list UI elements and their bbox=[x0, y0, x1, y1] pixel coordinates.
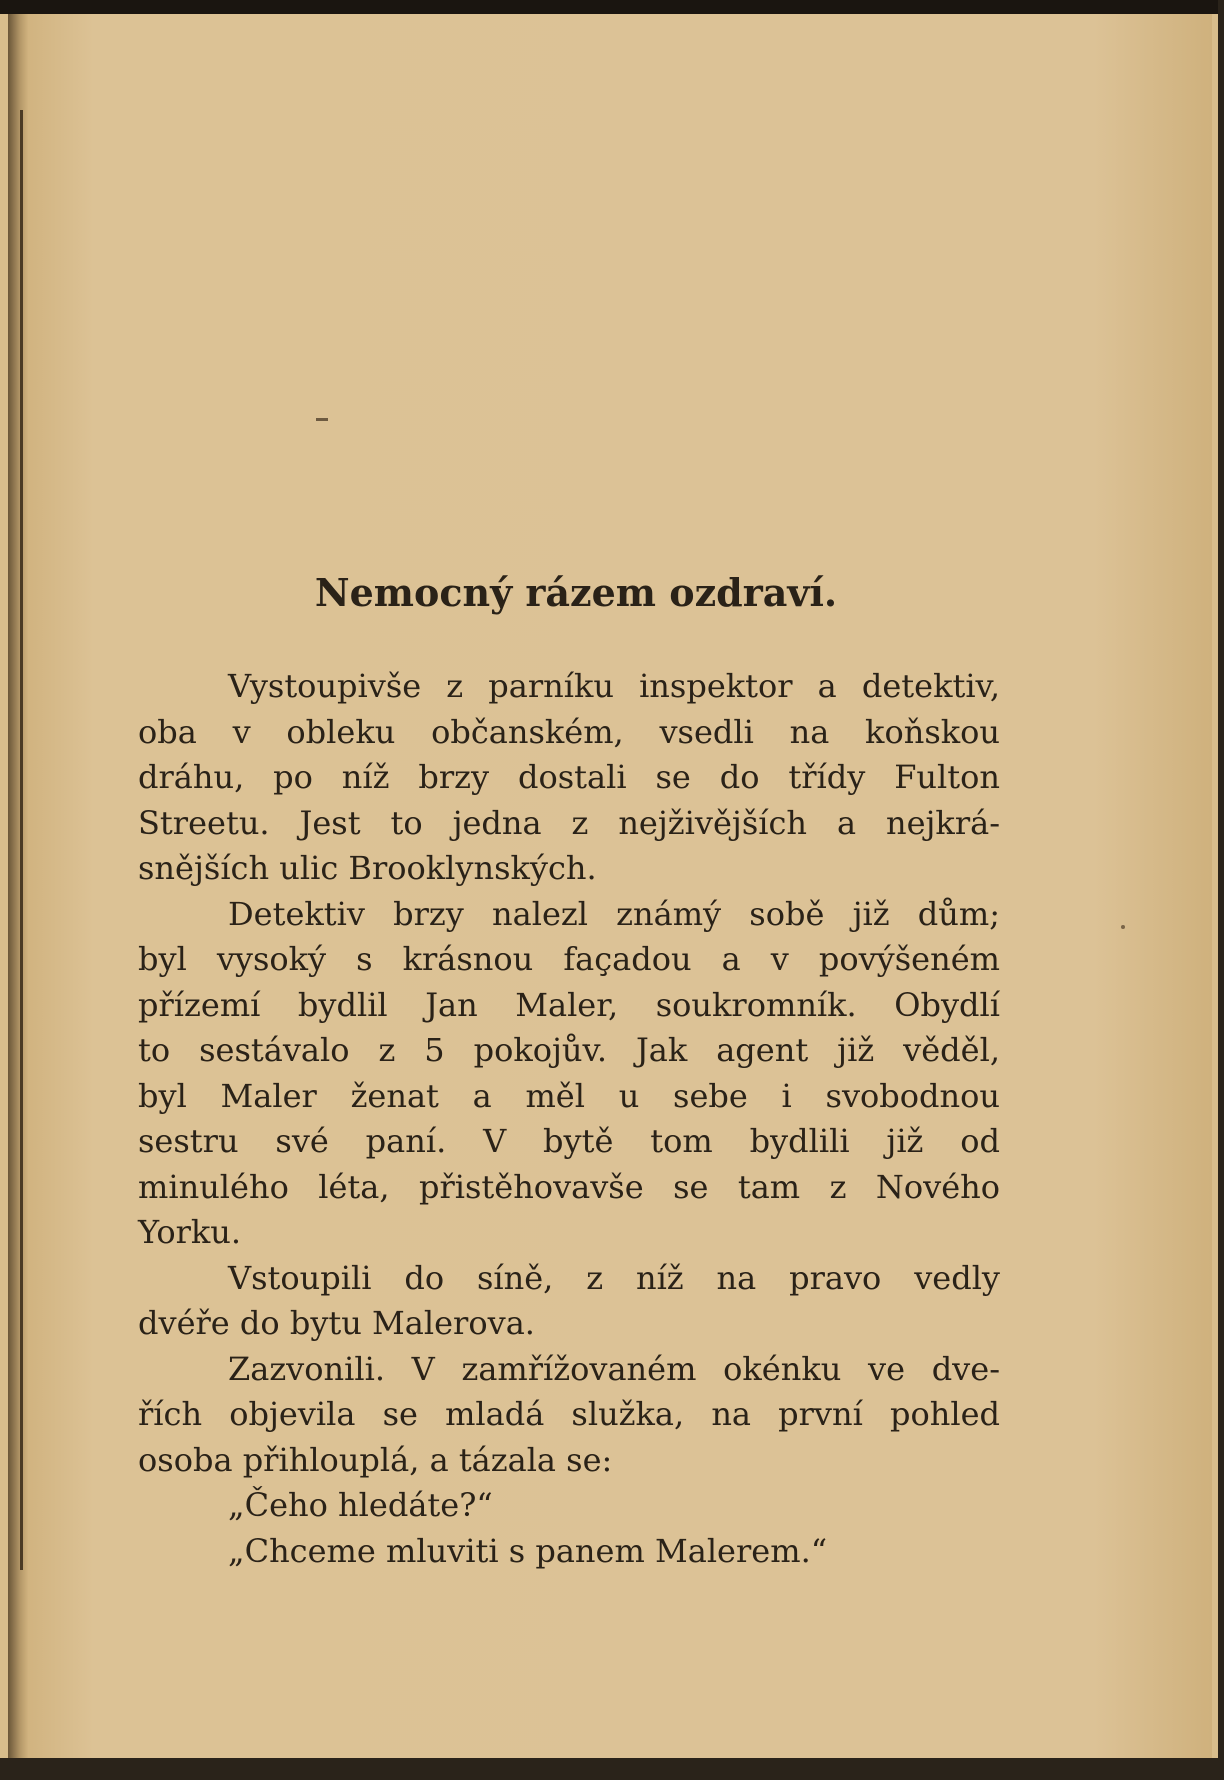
text-line: Vstoupili do síně, z níž na pravo vedly bbox=[228, 1258, 1000, 1297]
text-line: osoba přihlouplá, a tázala se: bbox=[138, 1440, 613, 1479]
text-line: minulého léta, přistěhovavše se tam z Nového bbox=[138, 1167, 1000, 1206]
book-binding-shadow bbox=[8, 14, 28, 1758]
dialogue-line bbox=[138, 1483, 1000, 1529]
scan-top-edge bbox=[0, 0, 1224, 14]
stray-dot bbox=[1121, 925, 1125, 929]
text-line: přízemí bydlil Jan Maler, soukromník. Obydlí bbox=[138, 985, 1000, 1024]
text-line: byl Maler ženat a měl u sebe i svobodnou bbox=[138, 1076, 1000, 1115]
text-line: Streetu. Jest to jedna z nejživějších a nejkrá- bbox=[138, 803, 1000, 842]
chapter-title: Nemocný rázem ozdraví. bbox=[314, 570, 838, 615]
text-line: „Chceme mluviti s panem Malerem.“ bbox=[228, 1531, 828, 1570]
text-line: Vystoupivše z parníku inspektor a detektiv, bbox=[228, 667, 1000, 705]
text-line: řích objevila se mladá služka, na první pohled bbox=[138, 1395, 1000, 1433]
text-line: „Čeho hledáte?“ bbox=[228, 1486, 493, 1524]
paragraph bbox=[138, 1256, 1000, 1347]
text-line: Detektiv brzy nalezl známý sobě již dům; bbox=[228, 894, 1000, 933]
stray-mark bbox=[316, 418, 328, 421]
text-line: byl vysoký s krásnou façadou a v povýšeném bbox=[138, 940, 1000, 978]
text-line: sestru své paní. V bytě tom bydlili již od bbox=[138, 1122, 1000, 1160]
text-line: snějších ulic Brooklynských. bbox=[138, 849, 597, 887]
dialogue-line bbox=[138, 1529, 1000, 1575]
text-line: dvéře do bytu Malerova. bbox=[138, 1304, 535, 1342]
paragraph bbox=[138, 1347, 1000, 1484]
page-text bbox=[138, 566, 1000, 1574]
text-line: dráhu, po níž brzy dostali se do třídy Fulton bbox=[138, 758, 1000, 796]
text-line: Yorku. bbox=[138, 1213, 242, 1251]
paragraph bbox=[138, 892, 1000, 1256]
paragraph bbox=[138, 664, 1000, 892]
text-line: to sestávalo z 5 pokojův. Jak agent již věděl, bbox=[138, 1031, 1000, 1069]
scan-right-edge bbox=[1218, 0, 1224, 1780]
text-line: oba v obleku občanském, vsedli na koňskou bbox=[138, 712, 1000, 751]
spine-line bbox=[20, 110, 23, 1570]
scan-bottom-edge bbox=[0, 1758, 1224, 1780]
text-line: Zazvonili. V zamřížovaném okénku ve dve- bbox=[228, 1349, 1000, 1388]
